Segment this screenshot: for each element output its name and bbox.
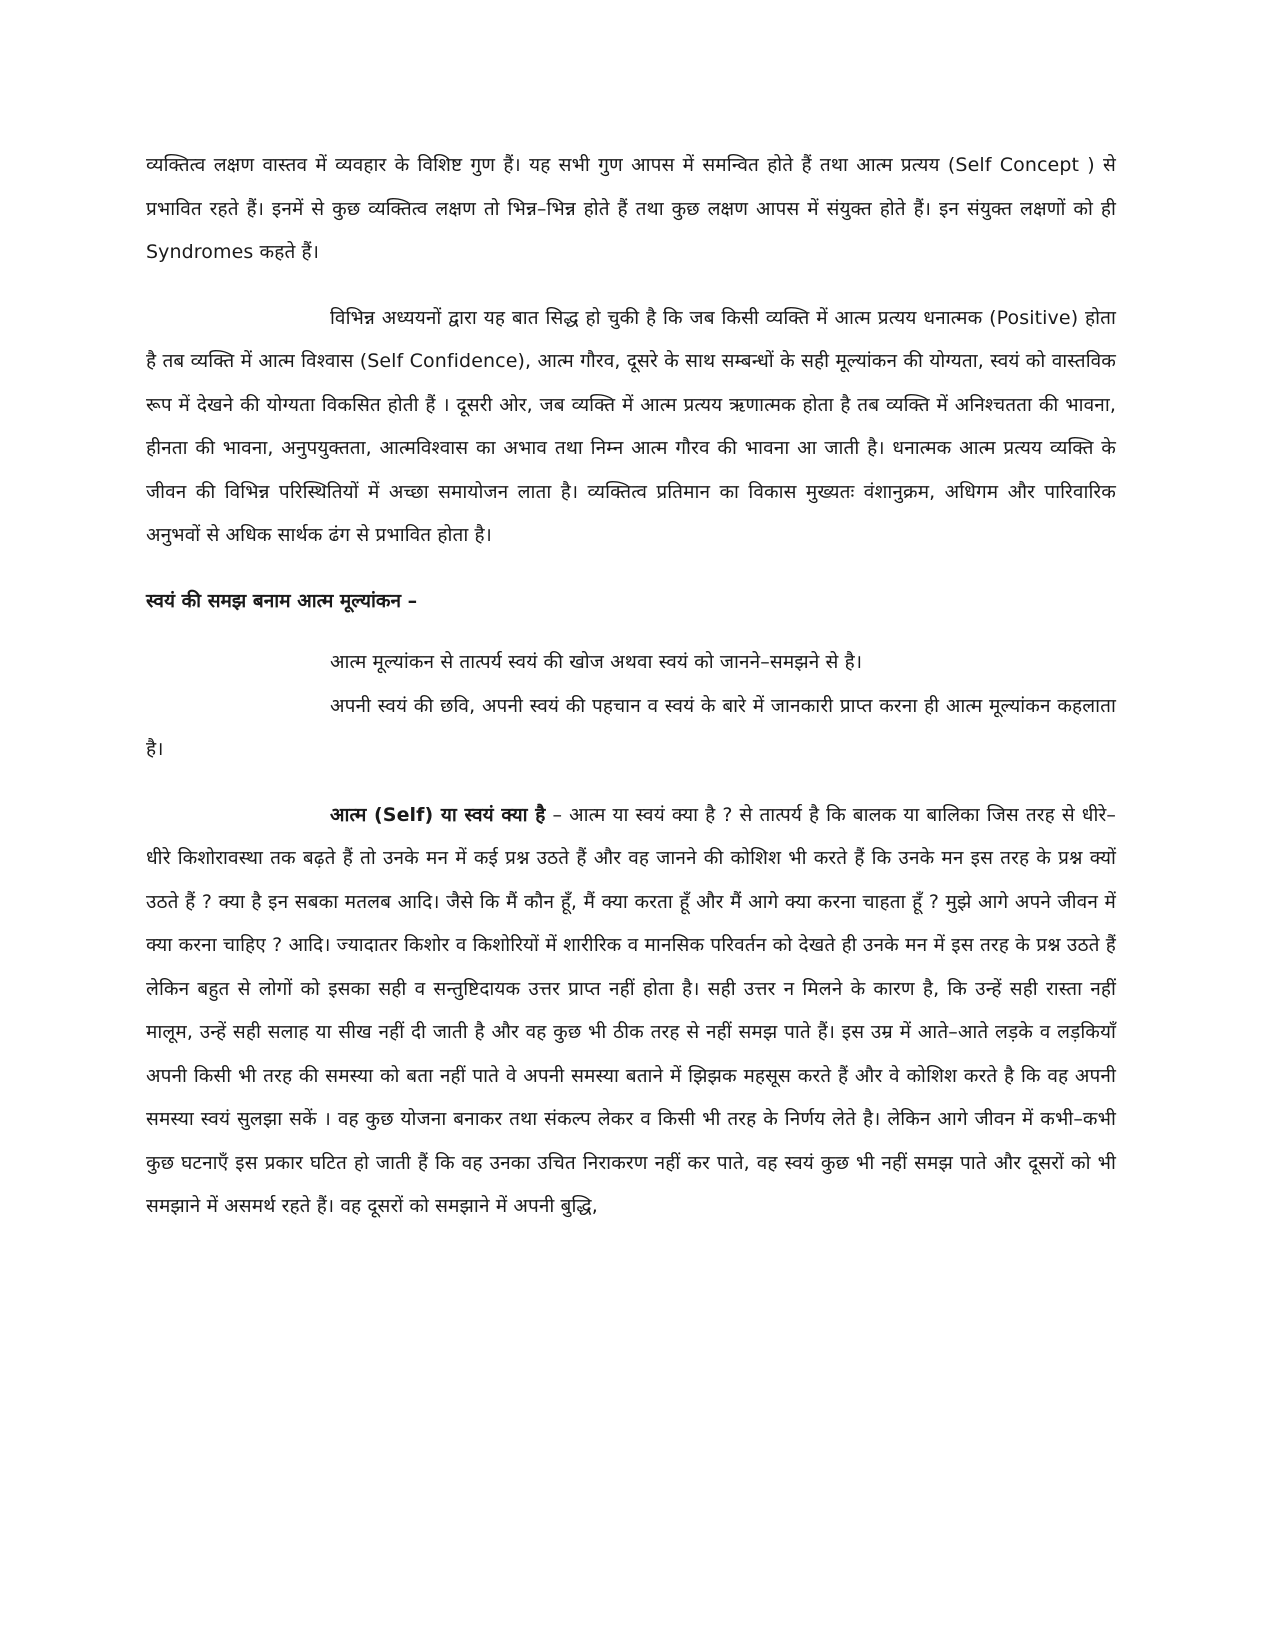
paragraph-what-is-self bbox=[146, 794, 1116, 1229]
document-page bbox=[146, 144, 1116, 1229]
paragraph-self-evaluation-line1: आत्म मूल्यांकन से तात्पर्य स्वयं की खोज अथवा स्वयं को जानने–समझने से है। bbox=[330, 651, 863, 673]
paragraph-self-evaluation-line2: अपनी स्वयं की छवि, अपनी स्वयं की पहचान व स्वयं के बारे में जानकारी प्राप्त करना ही आत्म मूल्यांकन कहलाता है। bbox=[146, 694, 1116, 760]
paragraph-lead-bold: आत्म (Self) या स्वयं क्या है bbox=[330, 803, 546, 826]
section-heading: स्वयं की समझ बनाम आत्म मूल्यांकन – bbox=[146, 589, 418, 612]
paragraph-self-concept-studies: विभिन्न अध्ययनों द्वारा यह बात सिद्ध हो चुकी है कि जब किसी व्यक्ति में आत्म प्रत्यय धनात्मक (Positive) होता है तब व्यक्ति में आत्म विश्वास (Self Confidence), आत्म गौरव, दूसरे के साथ सम्बन्धों के सही मूल्यांकन की योग्यता, स्वयं को वास्तविक रूप में देखने की योग्यता विकसित होती हैं । दूसरी ओर, जब व्यक्ति में आत्म प्रत्यय ऋणात्मक होता है तब व्यक्ति में अनिश्चतता की भावना, हीनता की भावना, अनुपयुक्तता, आत्मविश्वास का अभाव तथा निम्न आत्म गौरव की भावना आ जाती है। धनात्मक आत्म प्रत्यय व्यक्ति के जीवन की विभिन्न परिस्थितियों में अच्छा समायोजन लाता है। व्यक्तित्व प्रतिमान का विकास मुख्यतः वंशानुक्रम, अधिगम और पारिवारिक अनुभवों से अधिक सार्थक ढंग से प्रभावित होता है। bbox=[146, 306, 1116, 546]
paragraph-body: – आत्म या स्वयं क्या है ? से तात्पर्य है कि बालक या बालिका जिस तरह से धीरे–धीरे किशोरावस्था तक बढ़ते हैं तो उनके मन में कई प्रश्न उठते हैं और वह जानने की कोशिश भी करते हैं कि उनके मन इस तरह के प्रश्न क्यों उठते हैं ? क्या है इन सबका मतलब आदि। जैसे कि मैं कौन हूँ, मैं क्या करता हूँ और मैं आगे क्या करना चाहता हूँ ? मुझे आगे अपने जीवन में क्या करना चाहिए ? आदि। ज्यादातर किशोर व किशोरियों में शारीरिक व मानसिक परिवर्तन को देखते ही उनके मन में इस तरह के प्रश्न उठते हैं लेकिन बहुत से लोगों को इसका सही व सन्तुष्टिदायक उत्तर प्राप्त नहीं होता है। सही उत्तर न मिलने के कारण है, कि उन्हें सही रास्ता नहीं मालूम, उन्हें सही सलाह या सीख नहीं दी जाती है और वह कुछ भी ठीक तरह से नहीं समझ पाते हैं। इस उम्र में आते–आते लड़के व लड़कियाँ अपनी किसी भी तरह की समस्या को बता नहीं पाते वे अपनी समस्या बताने में झिझक महसूस करते हैं और वे कोशिश करते है कि वह अपनी समस्या स्वयं सुलझा सकें । वह कुछ योजना बनाकर तथा संकल्प लेकर व किसी भी तरह के निर्णय लेते है। लेकिन आगे जीवन में कभी–कभी कुछ घटनाएँ इस प्रकार घटित हो जाती हैं कि वह उनका उचित निराकरण नहीं कर पाते, वह स्वयं कुछ भी नहीं समझ पाते और दूसरों को भी समझाने में असमर्थ रहते हैं। वह दूसरों को समझाने में अपनी बुद्धि, bbox=[146, 803, 1116, 1217]
paragraph-personality-traits: व्यक्तित्व लक्षण वास्तव में व्यवहार के विशिष्ट गुण हैं। यह सभी गुण आपस में समन्वित होते हैं तथा आत्म प्रत्यय (Self Concept ) से प्रभावित रहते हैं। इनमें से कुछ व्यक्तित्व लक्षण तो भिन्न–भिन्न होते हैं तथा कुछ लक्षण आपस में संयुक्त होते हैं। इन संयुक्त लक्षणों को ही Syndromes कहते हैं। bbox=[146, 154, 1116, 263]
